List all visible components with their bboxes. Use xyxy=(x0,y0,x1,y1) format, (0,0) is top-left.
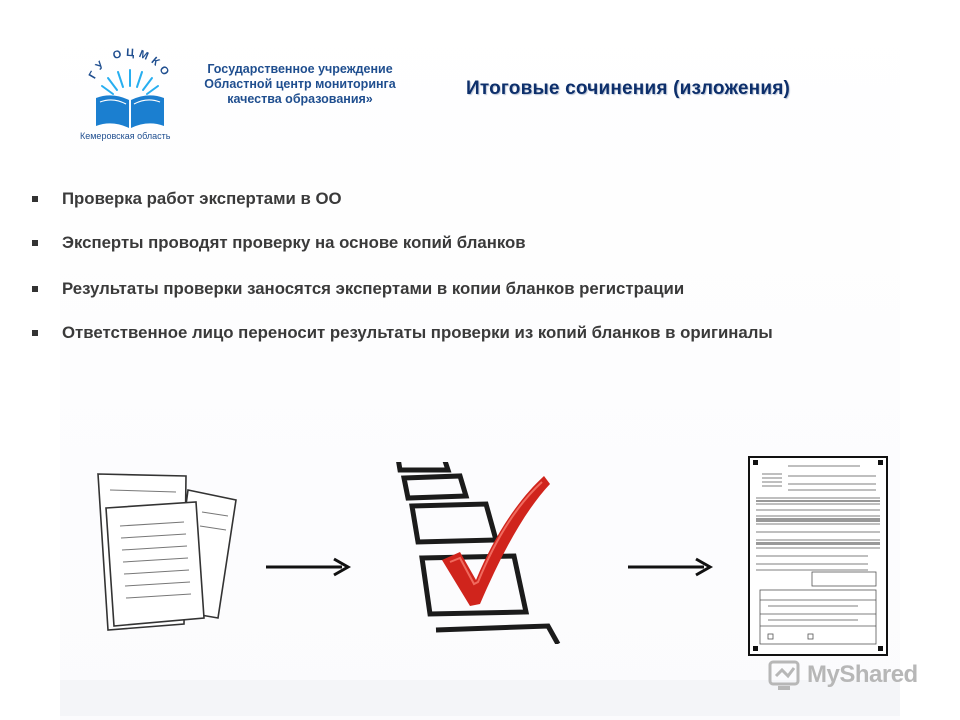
bullet-item xyxy=(32,278,928,300)
organization-name xyxy=(194,62,406,107)
logo-arc-text: ГУ ОЦМКО xyxy=(86,46,174,82)
watermark-logo-icon xyxy=(766,656,806,694)
bullet-text: Проверка работ экспертами в ОО xyxy=(62,189,342,208)
org-name-line: качества образования» xyxy=(227,92,373,106)
logo-caption: Кемеровская область xyxy=(80,131,171,141)
arrow-right-icon xyxy=(264,556,352,578)
bullet-list xyxy=(32,188,928,344)
registration-form-icon xyxy=(748,456,888,656)
bullet-square-icon xyxy=(32,286,38,292)
logo-icon xyxy=(80,36,180,146)
bullet-item xyxy=(32,322,928,344)
bullet-text: Эксперты проводят проверку на основе копий бланков xyxy=(62,233,526,252)
bullet-square-icon xyxy=(32,240,38,246)
checklist-icon xyxy=(392,462,572,644)
org-name-line: Областной центр мониторинга xyxy=(204,77,396,91)
bullet-text: Результаты проверки заносятся экспертами в копии бланков регистрации xyxy=(62,279,685,298)
org-name-line: Государственное учреждение xyxy=(207,62,393,76)
slide-title: Итоговые сочинения (изложения) xyxy=(466,78,791,99)
watermark-text: MyShared xyxy=(807,661,918,688)
bullet-square-icon xyxy=(32,196,38,202)
bullet-item xyxy=(32,232,928,254)
bullet-text: Ответственное лицо переносит результаты проверки из копий бланков в оригиналы xyxy=(62,323,773,342)
bullet-item xyxy=(32,188,928,210)
bullet-square-icon xyxy=(32,330,38,336)
papers-icon xyxy=(92,468,242,636)
arrow-right-icon xyxy=(626,556,714,578)
